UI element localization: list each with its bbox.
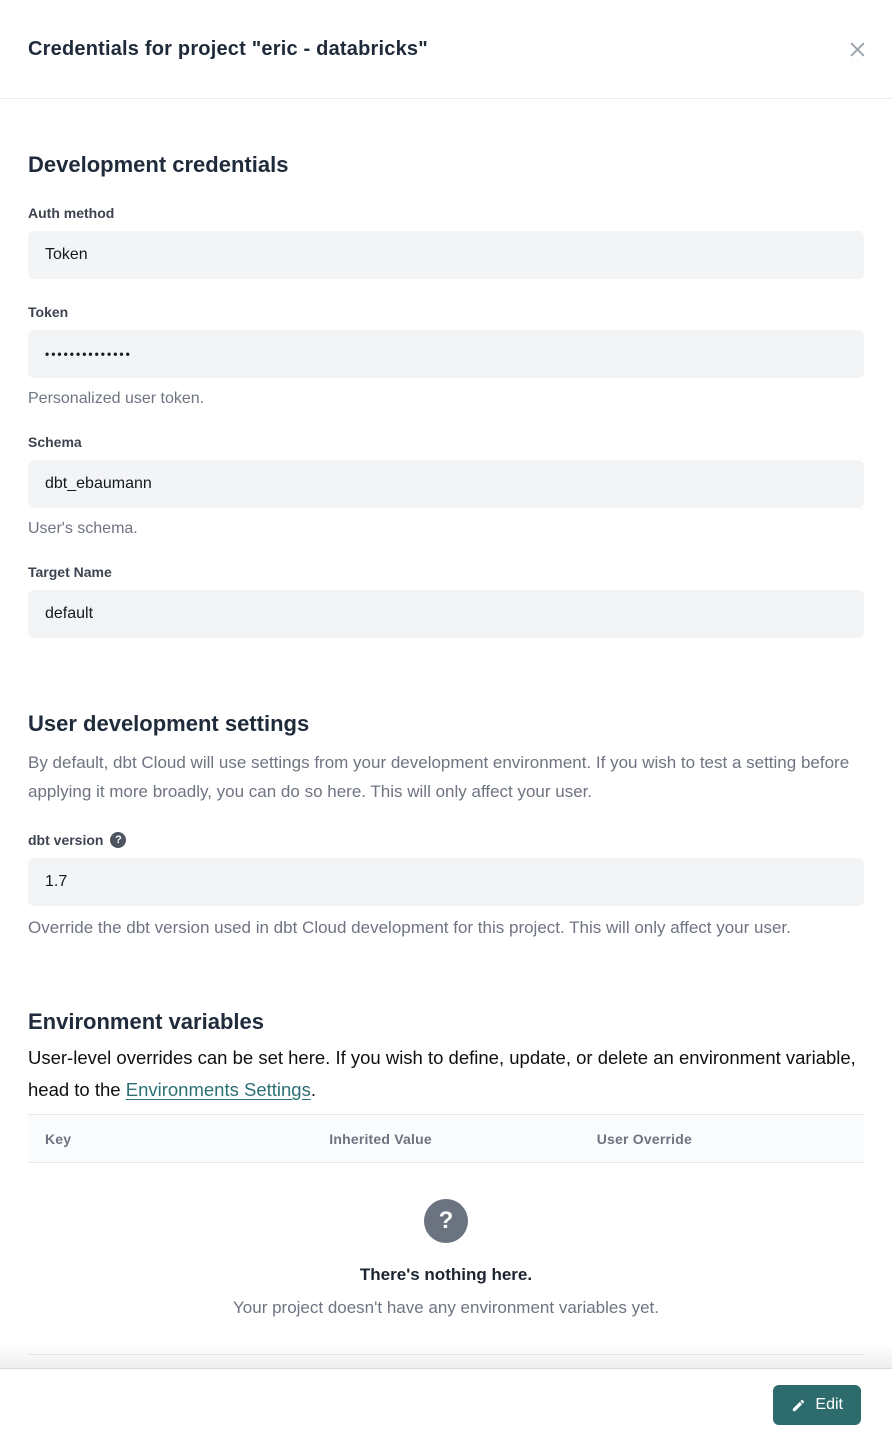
environments-settings-link[interactable]: Environments Settings	[125, 1079, 311, 1100]
pencil-icon	[791, 1398, 806, 1413]
edit-button-label: Edit	[815, 1396, 843, 1413]
section-divider	[28, 1354, 864, 1355]
env-description-period: .	[310, 1079, 316, 1100]
dbt-version-label	[28, 832, 864, 848]
env-description-text: User-level overrides can be set here. If you wish to define, update, or delete an environment variable, head to the	[28, 1047, 856, 1100]
column-header-user-override: User Override	[596, 1130, 692, 1147]
edit-button[interactable]	[773, 1385, 861, 1425]
schema-field[interactable]: dbt_ebaumann	[28, 460, 864, 508]
question-mark-icon: ?	[424, 1199, 468, 1243]
empty-state-title: There's nothing here.	[359, 1265, 533, 1284]
environment-variables-description	[28, 1042, 864, 1106]
token-field-group	[28, 304, 864, 408]
dev-credentials-heading: Development credentials	[28, 152, 289, 177]
empty-state-subtitle: Your project doesn't have any environment variables yet.	[233, 1298, 659, 1317]
user-dev-settings-heading: User development settings	[28, 711, 310, 736]
dbt-version-field-group	[28, 832, 864, 938]
modal-footer	[0, 1368, 892, 1441]
close-icon	[849, 41, 866, 58]
user-dev-settings-description: By default, dbt Cloud will use settings from your development environment. If you wish to test a setting before applying it more broadly, you can do so here. This will only affect your user.	[28, 753, 850, 801]
help-icon[interactable]: ?	[110, 832, 126, 848]
token-helper-text: Personalized user token.	[28, 390, 205, 407]
dbt-version-helper-text: Override the dbt version used in dbt Cloud development for this project. This will only affect your user.	[28, 918, 791, 937]
column-header-key: Key	[45, 1130, 72, 1147]
schema-field-group	[28, 434, 864, 538]
auth-method-field[interactable]: Token	[28, 231, 864, 279]
column-header-inherited-value: Inherited Value	[329, 1130, 432, 1147]
empty-state	[28, 1163, 864, 1318]
close-button[interactable]	[846, 38, 868, 60]
dbt-version-field[interactable]: 1.7	[28, 858, 864, 906]
modal-body	[0, 151, 892, 1355]
target-name-field[interactable]: default	[28, 590, 864, 638]
dbt-version-label-text: dbt version	[28, 832, 104, 848]
target-name-field-group	[28, 564, 864, 638]
modal-title: Credentials for project "eric - databricks"	[28, 37, 428, 60]
schema-helper-text: User's schema.	[28, 520, 138, 537]
auth-method-field-group	[28, 205, 864, 279]
token-field[interactable]: ••••••••••••••	[28, 330, 864, 378]
target-name-label: Target Name	[28, 564, 112, 580]
modal-header	[0, 0, 892, 99]
schema-label: Schema	[28, 434, 82, 450]
token-label: Token	[28, 304, 69, 320]
auth-method-label: Auth method	[28, 205, 115, 221]
env-variables-table-header	[28, 1114, 864, 1163]
environment-variables-heading: Environment variables	[28, 1009, 264, 1034]
